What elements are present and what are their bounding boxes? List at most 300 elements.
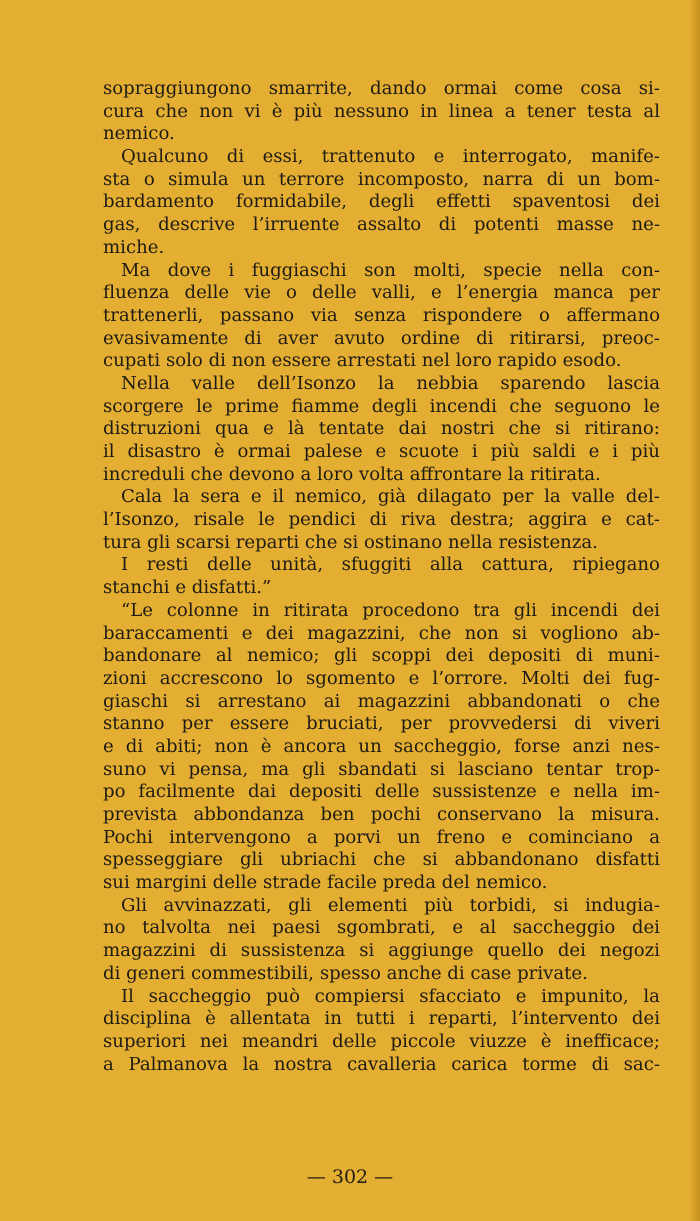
text-line	[103, 214, 660, 237]
word: sfacciato	[419, 985, 502, 1007]
word: è	[260, 735, 272, 757]
word: i	[471, 441, 478, 462]
word: per	[400, 713, 432, 735]
body-text	[103, 78, 660, 1076]
word: nemico,	[294, 486, 367, 508]
word: testa	[586, 100, 633, 122]
word: e	[430, 282, 442, 304]
word: delle	[312, 282, 357, 304]
word: prevista	[103, 804, 178, 825]
word: a	[306, 826, 318, 848]
word: negozi	[599, 940, 660, 962]
word: abbandonati	[467, 690, 582, 712]
word: o	[286, 282, 297, 304]
word: nella	[559, 259, 604, 281]
word: interrogato,	[462, 146, 573, 168]
word: sgombrati,	[336, 917, 436, 939]
word: come	[514, 78, 564, 99]
word: dei	[631, 599, 660, 621]
word: per	[502, 486, 534, 508]
word: e	[501, 826, 513, 848]
word: sera	[200, 486, 240, 508]
word: a	[649, 826, 660, 848]
word: superiori	[103, 1030, 186, 1052]
word: intervengono	[169, 826, 291, 848]
word: e	[175, 577, 192, 599]
text-line	[103, 736, 660, 759]
word: e	[433, 146, 445, 168]
word: pochi	[370, 804, 421, 825]
word: sussistenza	[240, 940, 346, 962]
word: magazzini,	[307, 622, 406, 644]
word: o	[538, 304, 550, 326]
word: resti	[146, 554, 189, 576]
paragraph	[103, 554, 660, 599]
word: sgomento	[306, 667, 396, 689]
word: muni-	[607, 645, 660, 667]
word: solo	[165, 350, 209, 372]
word: suno	[103, 758, 147, 780]
word: inefficace;	[565, 1030, 660, 1052]
word: con-	[621, 259, 660, 281]
word: la	[242, 1053, 260, 1075]
word: di	[244, 327, 262, 349]
word: spesseggiare	[103, 849, 223, 871]
text-line	[103, 464, 660, 487]
word: l’irruente	[252, 214, 340, 236]
word: e	[103, 735, 114, 757]
text-line	[103, 169, 660, 192]
word: ostinano	[364, 531, 448, 553]
word: gli	[513, 599, 537, 621]
word: di	[208, 350, 232, 372]
word: margini	[135, 872, 213, 894]
word: nes-	[622, 735, 660, 757]
word: specie	[483, 259, 542, 281]
word: magazzini	[103, 940, 196, 962]
word: torbidi,	[469, 894, 537, 916]
word: accrescono	[159, 667, 264, 689]
word: la	[377, 372, 395, 394]
word: nei	[199, 1030, 229, 1052]
word: sopraggiungono	[103, 78, 252, 99]
word: che	[418, 622, 452, 644]
paragraph	[103, 986, 660, 1077]
word: narra	[482, 168, 534, 190]
word: non	[231, 350, 272, 372]
page-number: — 302 —	[306, 1166, 394, 1188]
text-line	[103, 78, 660, 101]
word: ritirata	[283, 599, 349, 621]
word: saccheggio,	[393, 735, 503, 757]
word: effetti	[436, 191, 491, 213]
word: passano	[219, 304, 295, 326]
word: che	[373, 849, 406, 871]
word: qua	[215, 418, 250, 440]
word: fuggiaschi	[251, 259, 347, 281]
word: anche	[386, 962, 448, 984]
word: di	[591, 1053, 609, 1075]
text-line	[103, 917, 660, 940]
text-line	[103, 1008, 660, 1031]
word: “Le	[121, 599, 153, 621]
word: volta	[359, 463, 410, 485]
word: un	[397, 826, 421, 848]
word: delle	[374, 781, 420, 803]
word: cavalleria	[347, 1053, 437, 1075]
word: bruciati,	[306, 713, 384, 735]
word: che	[190, 463, 229, 485]
word: po	[103, 781, 126, 803]
word: arrestano	[217, 690, 307, 712]
word: unità,	[270, 554, 324, 576]
word: dei	[631, 1008, 660, 1030]
word: per	[628, 282, 660, 304]
word: saccheggio	[148, 985, 252, 1007]
word: zioni	[103, 667, 147, 689]
word: fluenza	[103, 282, 170, 304]
word: a	[504, 100, 516, 122]
word: ai	[323, 690, 341, 712]
word: tentate	[318, 418, 385, 440]
word: le	[196, 395, 213, 417]
word: e	[375, 441, 387, 462]
word: saccheggio	[512, 917, 616, 939]
word: dando	[370, 78, 427, 99]
word: miche.	[103, 236, 165, 258]
word: nessuno	[333, 100, 409, 122]
word: stanno	[103, 713, 165, 735]
word: i	[228, 259, 235, 281]
word: in	[324, 1008, 342, 1030]
word: bardamento	[103, 191, 215, 213]
word: gli	[239, 849, 264, 871]
word: loro	[455, 350, 498, 372]
word: più	[630, 441, 660, 462]
word: im-	[630, 781, 660, 803]
text-line	[103, 260, 660, 283]
word: palese	[303, 441, 363, 462]
word: cominciano	[528, 826, 634, 848]
word: dell’Isonzo	[256, 372, 357, 394]
word: linea	[448, 100, 494, 122]
word: ritirano:	[584, 418, 660, 440]
word: spesso	[319, 962, 387, 984]
word: nemico;	[247, 645, 320, 667]
word: al	[643, 100, 660, 122]
word: trattenuto	[321, 146, 416, 168]
word: si	[429, 758, 446, 780]
word: la	[558, 804, 575, 825]
word: devono	[228, 463, 301, 485]
word: manife-	[591, 146, 660, 168]
word: che	[304, 531, 344, 553]
word: incendi	[550, 599, 619, 621]
word: di	[103, 962, 127, 984]
word: per	[181, 713, 213, 735]
word: provvedersi	[448, 713, 557, 735]
word: nel	[421, 350, 456, 372]
word: là	[288, 418, 305, 440]
text-line	[103, 600, 660, 623]
word: cupati	[103, 350, 166, 372]
word: di	[226, 146, 245, 168]
word: formidabile,	[235, 191, 348, 213]
word: disciplina	[103, 1008, 192, 1030]
word: trattenerli,	[103, 304, 204, 326]
word: di	[369, 509, 387, 531]
word: smarrite,	[268, 78, 353, 99]
word: valli,	[371, 282, 416, 304]
word: gli	[302, 758, 326, 780]
word: giaschi	[103, 690, 169, 712]
word: gli	[334, 645, 358, 667]
word: disastro	[127, 441, 202, 462]
word: piccole	[390, 1030, 456, 1052]
word: gas,	[103, 214, 141, 236]
text-line	[103, 668, 660, 691]
word: scoppi	[371, 645, 431, 667]
word: che	[508, 418, 541, 440]
word: evasivamente	[103, 327, 229, 349]
word: e	[515, 985, 527, 1007]
word: affermano	[566, 304, 660, 326]
word: molti,	[413, 259, 467, 281]
word: che	[155, 100, 188, 122]
word: al	[479, 917, 497, 939]
word: si	[422, 849, 438, 871]
word: reparti,	[428, 1008, 498, 1030]
text-line	[103, 895, 660, 918]
word: nebbia	[416, 372, 479, 394]
word: delle	[207, 554, 252, 576]
word: ritirata.	[530, 463, 601, 485]
word: bandonare	[103, 645, 202, 667]
paragraph	[103, 146, 660, 259]
paragraph	[103, 486, 660, 554]
word: incendi	[429, 395, 497, 417]
text-line	[103, 441, 660, 464]
text-line	[103, 986, 660, 1009]
word: viveri	[608, 713, 660, 735]
word: l’Isonzo,	[103, 509, 180, 531]
word: potenti	[473, 214, 539, 236]
word: dei	[631, 917, 660, 939]
word: che	[627, 690, 660, 712]
word: non	[199, 100, 234, 122]
word: e	[452, 917, 464, 939]
word: sparendo	[500, 372, 586, 394]
word: si	[555, 418, 571, 440]
word: e	[601, 509, 612, 531]
word: private.	[517, 962, 588, 984]
word: preoc-	[601, 327, 660, 349]
word: viuzze	[469, 1030, 527, 1052]
word: non	[214, 735, 249, 757]
word: degli	[368, 191, 415, 213]
text-line	[103, 940, 660, 963]
word: del-	[625, 486, 660, 508]
word: di	[438, 214, 457, 236]
word: impunito,	[541, 985, 629, 1007]
word: sbandati	[338, 758, 417, 780]
word: manca	[553, 282, 614, 304]
word: e	[408, 667, 420, 689]
word: increduli	[103, 463, 191, 485]
word: ma	[261, 758, 290, 780]
word: descrive	[158, 214, 236, 236]
word: I	[121, 554, 129, 576]
text-line	[103, 237, 660, 260]
word: aggiunge	[388, 940, 474, 962]
word: rapido	[497, 350, 563, 372]
word: Molti	[521, 667, 570, 689]
word: cattura,	[481, 554, 554, 576]
text-line	[103, 282, 660, 305]
word: e	[263, 418, 274, 440]
word: delle	[332, 1030, 377, 1052]
word: non	[464, 622, 499, 644]
paragraph	[103, 895, 660, 986]
text-line	[103, 691, 660, 714]
word: nei	[227, 917, 256, 939]
word: dei	[445, 645, 474, 667]
word: fug-	[623, 667, 660, 689]
word: preda	[382, 872, 442, 894]
word: Cala	[121, 486, 163, 508]
word: sac-	[623, 1053, 660, 1075]
word: torme	[522, 1053, 577, 1075]
word: elementi	[327, 894, 408, 916]
word: più	[424, 894, 454, 916]
word: di	[574, 713, 592, 735]
word: lascia	[607, 372, 660, 394]
word: risale	[193, 509, 245, 531]
word: reparti	[235, 531, 305, 553]
word: si-	[638, 78, 660, 99]
word: a	[300, 463, 318, 485]
text-line	[103, 645, 660, 668]
word: Pochi	[103, 826, 153, 848]
word: che	[509, 395, 542, 417]
word: compiersi	[314, 985, 405, 1007]
word: Palmanova	[128, 1053, 228, 1075]
word: aver	[277, 327, 319, 349]
word: scuote	[399, 441, 459, 462]
word: nella	[573, 781, 618, 803]
paragraph	[103, 373, 660, 486]
text-line	[103, 849, 660, 872]
word: nostri	[440, 418, 495, 440]
word: sui	[103, 872, 136, 894]
text-line	[103, 1054, 660, 1077]
word: ne-	[631, 214, 660, 236]
word: forse	[514, 735, 561, 757]
word: essere	[229, 713, 290, 735]
text-line	[103, 1031, 660, 1054]
text-line	[103, 396, 660, 419]
word: riva	[400, 509, 437, 531]
text-line	[103, 191, 660, 214]
word: si	[359, 940, 375, 962]
word: disfatti	[595, 849, 660, 871]
word: le	[643, 395, 660, 417]
word: allentata	[229, 1008, 311, 1030]
word: in	[252, 599, 270, 621]
word: la	[544, 486, 561, 508]
word: lasciano	[458, 758, 534, 780]
word: magazzini	[357, 690, 451, 712]
word: Il	[121, 985, 134, 1007]
word: incomposto,	[357, 168, 470, 190]
word: seguono	[554, 395, 631, 417]
word: aggira	[528, 509, 588, 531]
paragraph	[103, 78, 660, 146]
word: via	[310, 304, 338, 326]
word: paesi	[272, 917, 321, 939]
word: un	[242, 168, 266, 190]
word: di	[209, 940, 227, 962]
word: loro	[317, 463, 359, 485]
word: scorgere	[103, 395, 184, 417]
word: un	[577, 168, 601, 190]
word: ben	[320, 804, 355, 825]
word: dei	[265, 622, 294, 644]
word: dove	[167, 259, 212, 281]
text-line	[103, 827, 660, 850]
word: trop-	[615, 758, 660, 780]
word: tra	[473, 599, 500, 621]
word: nella	[447, 531, 499, 553]
word: tura	[103, 531, 148, 553]
word: distruzioni	[103, 418, 201, 440]
word: delle	[212, 872, 263, 894]
word: di	[447, 962, 471, 984]
word: vogliono	[540, 622, 619, 644]
text-line	[103, 577, 660, 600]
text-line	[103, 532, 660, 555]
word: vie	[244, 282, 271, 304]
word: ritirarsi,	[509, 327, 586, 349]
word: ormai	[443, 78, 498, 99]
word: o	[143, 168, 155, 190]
word: saldi	[532, 441, 576, 462]
word: tutti	[355, 1008, 396, 1030]
word: facilmente	[138, 781, 236, 803]
word: dei	[557, 940, 586, 962]
word: in	[420, 100, 438, 122]
word: conservano	[436, 804, 542, 825]
word: e	[588, 441, 600, 462]
word: e	[250, 486, 262, 508]
word: terrore	[278, 168, 345, 190]
word: è	[271, 100, 283, 122]
word: senza	[354, 304, 407, 326]
word: vi	[244, 100, 261, 122]
word: baraccamenti	[103, 622, 229, 644]
word: le	[258, 509, 275, 531]
word: fiamme	[291, 395, 360, 417]
word: dai	[247, 781, 277, 803]
text-line	[103, 554, 660, 577]
word: è	[540, 1030, 552, 1052]
word: più	[293, 100, 323, 122]
word: nemico.	[475, 872, 548, 894]
text-line	[103, 418, 660, 441]
text-line	[103, 804, 660, 827]
word: gli	[288, 894, 312, 916]
word: Qualcuno	[121, 146, 209, 168]
